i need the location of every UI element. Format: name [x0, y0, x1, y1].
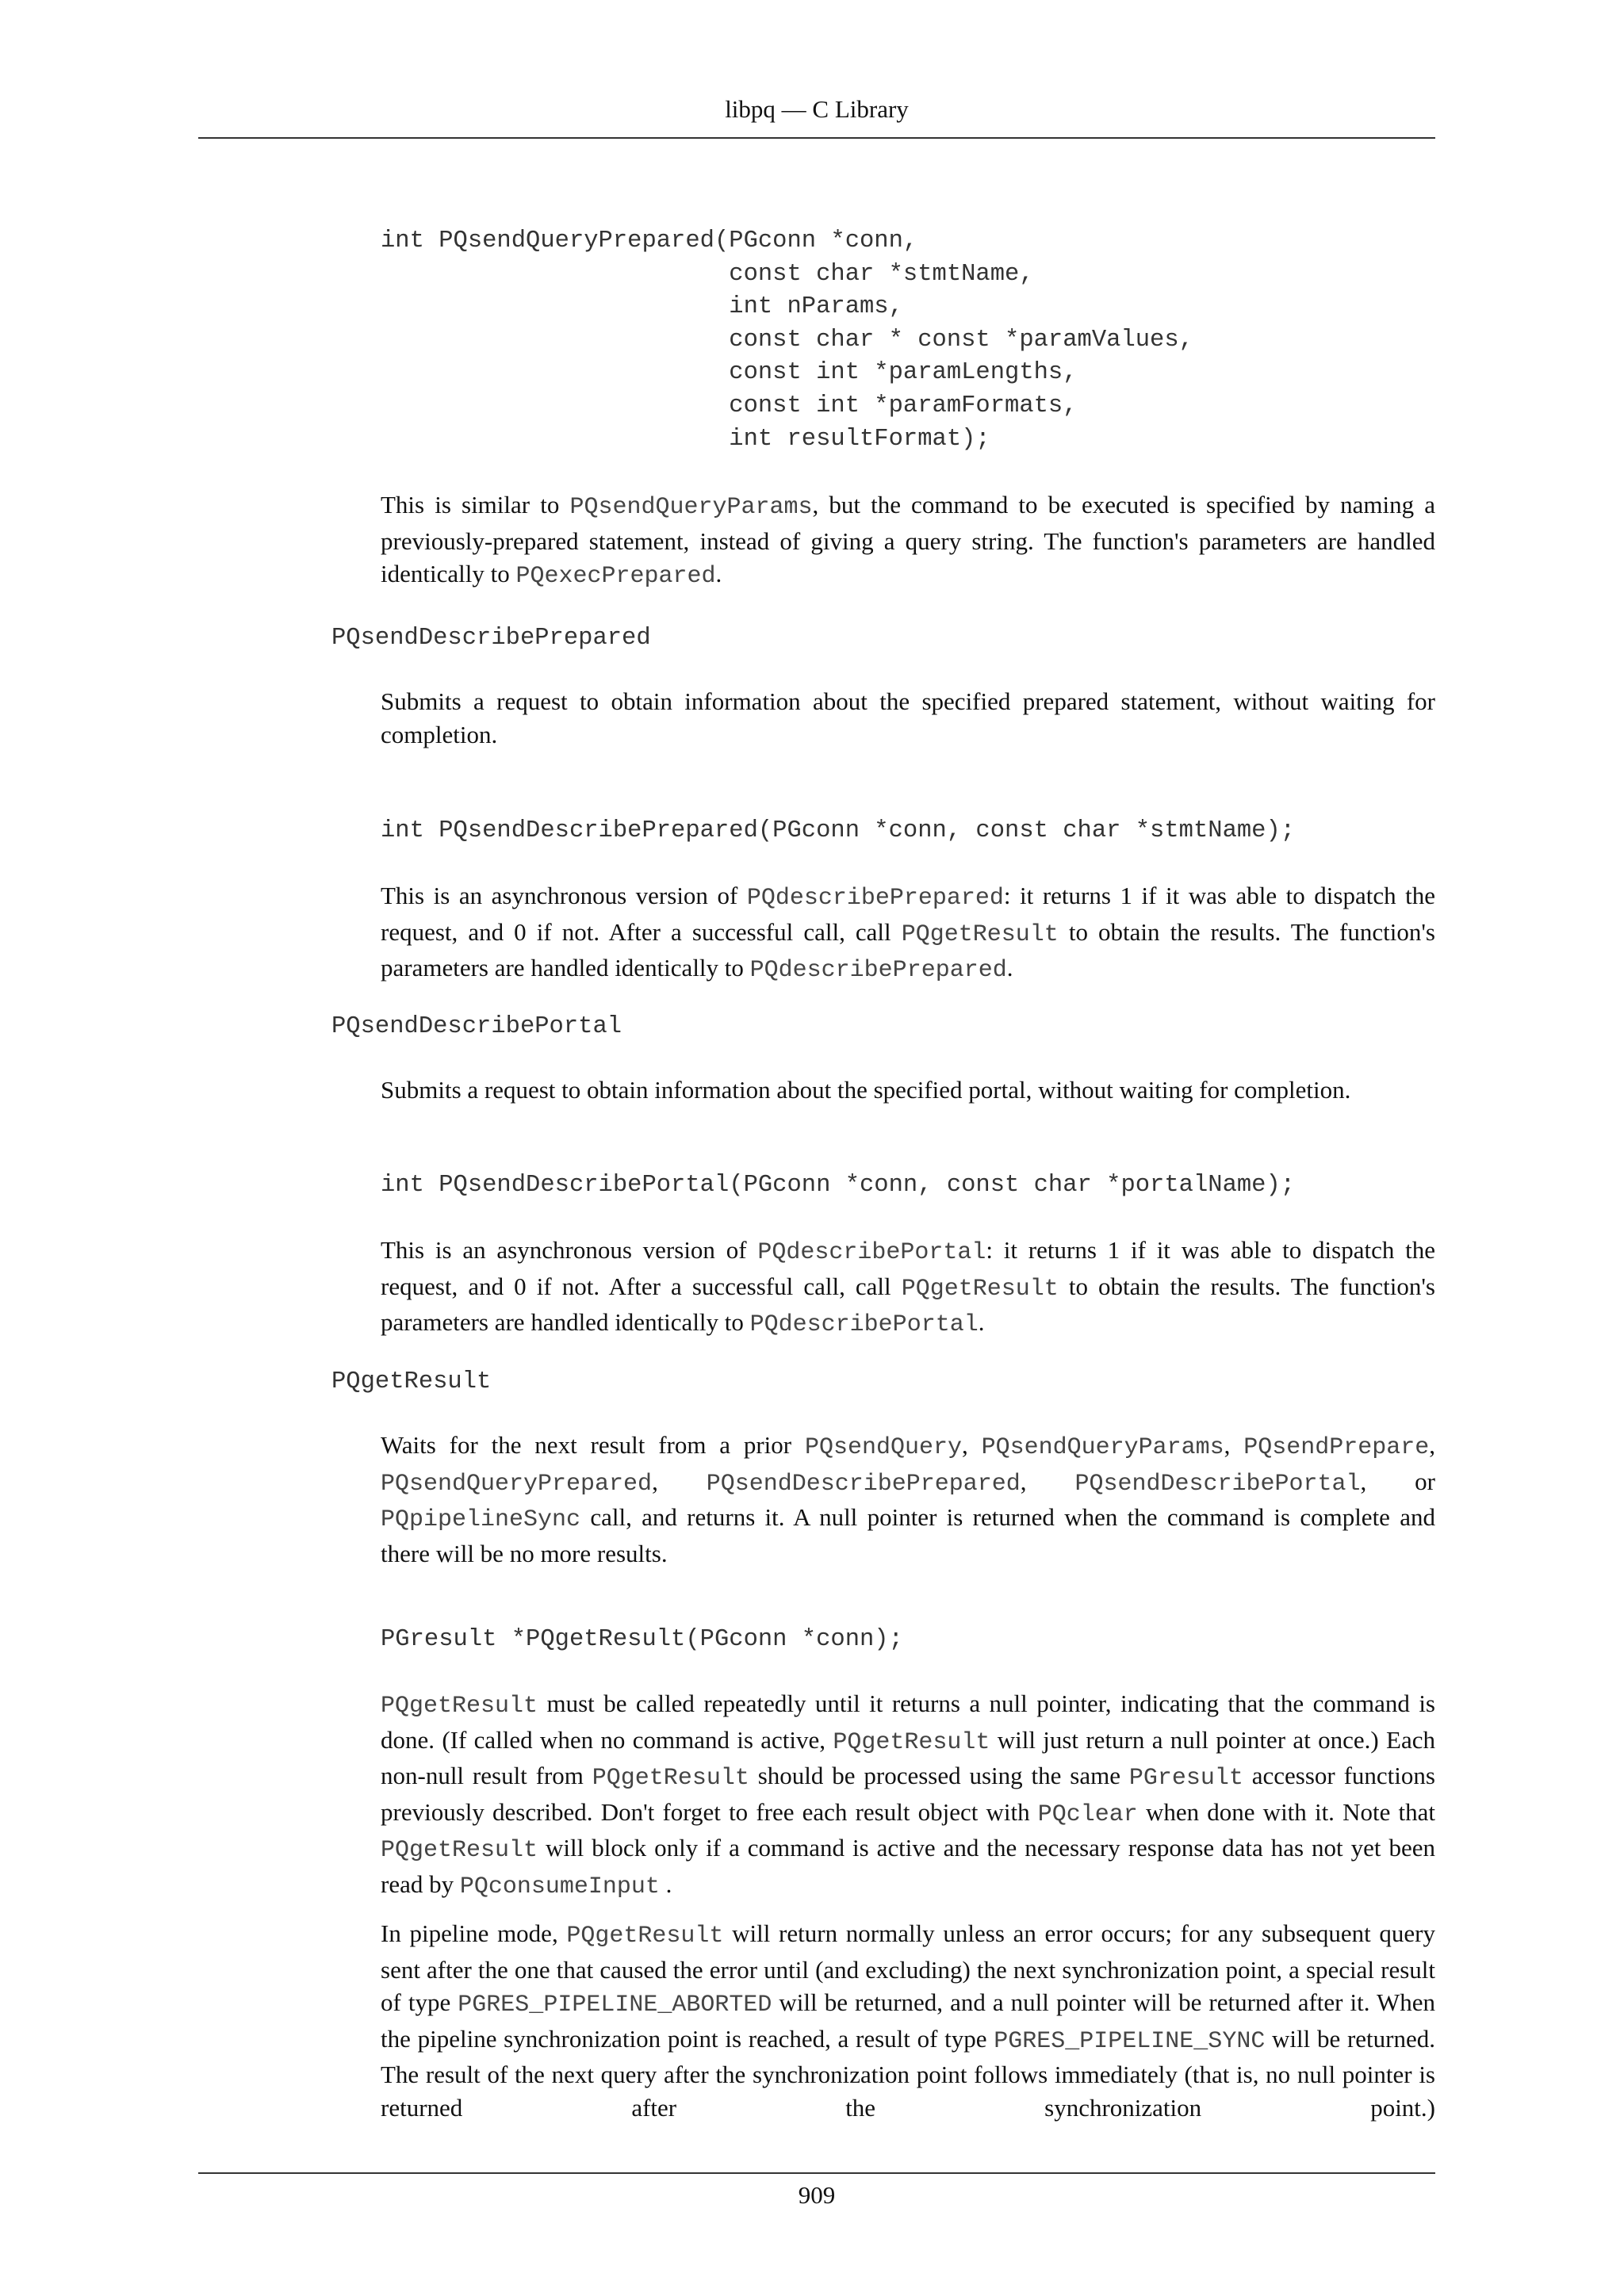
- header-rule: [198, 137, 1435, 139]
- text-run: ,: [962, 1431, 982, 1459]
- inline-code: PQsendDescribePortal: [1074, 1470, 1361, 1498]
- text-run: ,: [1020, 1467, 1075, 1495]
- text-run: .: [978, 1308, 985, 1336]
- text-run: will just return a null pointer at once.) Each non-null result from: [381, 1725, 1435, 1789]
- text-run: will be returned, and a null pointer will be returned after it. When the pipeline synchronization point is reached, a result of type: [381, 1988, 1435, 2053]
- text-run: Submits a request to obtain information about the specified portal, without waiting for completion.: [381, 1076, 1351, 1104]
- inline-code: PQexecPrepared: [515, 563, 716, 590]
- inline-code: PQsendQueryParams: [981, 1434, 1224, 1461]
- text-run: accessor functions previously described. Don't forget to free each result object with: [381, 1762, 1435, 1826]
- inline-code: PGRES_PIPELINE_ABORTED: [458, 1992, 772, 2019]
- text-run: will be returned. The result of the next query after the synchronization point follows immediately (that is, no null pointer is returned after the synchronization point.): [381, 2024, 1435, 2122]
- text-run: to obtain the results. The function's parameters are handled identically to: [381, 1272, 1435, 1336]
- inline-code: PQdescribePrepared: [749, 957, 1007, 984]
- code-synopsis: int PQsendDescribePrepared(PGconn *conn, const char *stmtName);: [381, 817, 1296, 844]
- text-run: to obtain the results. The function's parameters are handled identically to: [381, 917, 1435, 982]
- text-run: must be called repeatedly until it returns a null pointer, indicating that the command is done. (If called when no command is active,: [381, 1689, 1435, 1754]
- text-run: call, and returns it. A null pointer is returned when the command is complete and there will be no more results.: [381, 1503, 1435, 1567]
- inline-code: PQsendDescribePrepared: [706, 1470, 1021, 1498]
- text-run: will block only if a command is active and the necessary response data has not yet been read by: [381, 1834, 1435, 1898]
- code-synopsis: PGresult *PQgetResult(PGconn *conn);: [381, 1626, 903, 1653]
- text-run: This is similar to: [381, 491, 570, 519]
- text-run: Submits a request to obtain information about the specified prepared statement, without waiting for completion.: [381, 687, 1435, 748]
- text-run: This is an asynchronous version of: [381, 1236, 758, 1264]
- inline-code: PQgetResult: [901, 1275, 1059, 1303]
- body-paragraph: [381, 879, 1435, 988]
- inline-code: PQdescribePortal: [757, 1239, 986, 1266]
- body-paragraph: [381, 1687, 1435, 1904]
- text-run: This is an asynchronous version of: [381, 882, 747, 909]
- text-run: , or: [1360, 1467, 1435, 1495]
- code-synopsis: int PQsendQueryPrepared(PGconn *conn, const char *stmtName, int nParams, const char * const *paramValues, const int *paramLengths, const int *paramFormats, int resultFormat);: [381, 228, 1193, 453]
- function-term: PQgetResult: [331, 1368, 492, 1395]
- text-run: .: [1006, 954, 1013, 982]
- body-paragraph: [381, 1073, 1435, 1107]
- inline-code: PQsendQueryPrepared: [381, 1470, 653, 1498]
- text-run: when done with it. Note that: [1137, 1797, 1435, 1826]
- inline-code: PQpipelineSync: [381, 1506, 581, 1533]
- inline-code: PQsendQueryParams: [569, 494, 813, 521]
- inline-code: PQgetResult: [381, 1837, 538, 1864]
- text-run: : it returns 1 if it was able to dispatch the request, and 0 if not. After a successful call, call: [381, 882, 1436, 946]
- running-header: libpq — C Library: [725, 95, 909, 123]
- body-paragraph: [381, 1917, 1435, 2124]
- footer-rule: [198, 2172, 1435, 2174]
- body-paragraph: [381, 488, 1435, 594]
- text-run: .: [715, 560, 722, 587]
- inline-code: PQdescribePrepared: [746, 885, 1004, 912]
- text-run: Waits for the next result from a prior: [381, 1431, 805, 1459]
- text-run: ,: [1224, 1431, 1244, 1459]
- text-run: ,: [652, 1467, 707, 1495]
- text-run: , but the command to be executed is specified by naming a previously-prepared statement, instead of giving a query string. The function's parameters are handled identically to: [381, 491, 1436, 587]
- inline-code: PQsendQuery: [804, 1434, 962, 1461]
- text-run: will return normally unless an error occurs; for any subsequent query sent after the one that caused the error until (and excluding) the next synchronization point, a special result of type: [381, 1919, 1435, 2016]
- code-synopsis: int PQsendDescribePortal(PGconn *conn, const char *portalName);: [381, 1172, 1296, 1199]
- inline-code: PQgetResult: [901, 920, 1059, 948]
- inline-code: PQgetResult: [833, 1728, 990, 1756]
- body-paragraph: [381, 1429, 1435, 1570]
- inline-code: PQdescribePortal: [749, 1311, 979, 1338]
- text-run: should be processed using the same: [749, 1762, 1129, 1789]
- page-number: 909: [798, 2181, 836, 2209]
- inline-code: PQgetResult: [592, 1765, 749, 1792]
- text-run: : it returns 1 if it was able to dispatch the request, and 0 if not. After a successful call, call: [381, 1236, 1435, 1300]
- inline-code: PQsendPrepare: [1243, 1434, 1430, 1461]
- text-run: In pipeline mode,: [381, 1919, 567, 1947]
- inline-code: PQclear: [1037, 1800, 1138, 1828]
- inline-code: PQconsumeInput: [459, 1873, 660, 1900]
- function-term: PQsendDescribePortal: [331, 1013, 622, 1040]
- inline-code: PQgetResult: [566, 1923, 724, 1950]
- inline-code: PQgetResult: [381, 1693, 538, 1720]
- inline-code: PGRES_PIPELINE_SYNC: [994, 2027, 1266, 2055]
- function-term: PQsendDescribePrepared: [331, 625, 651, 652]
- text-run: .: [659, 1869, 672, 1898]
- body-paragraph: [381, 685, 1435, 751]
- text-run: ,: [1429, 1431, 1436, 1459]
- body-paragraph: [381, 1234, 1435, 1342]
- inline-code: PGresult: [1128, 1765, 1243, 1792]
